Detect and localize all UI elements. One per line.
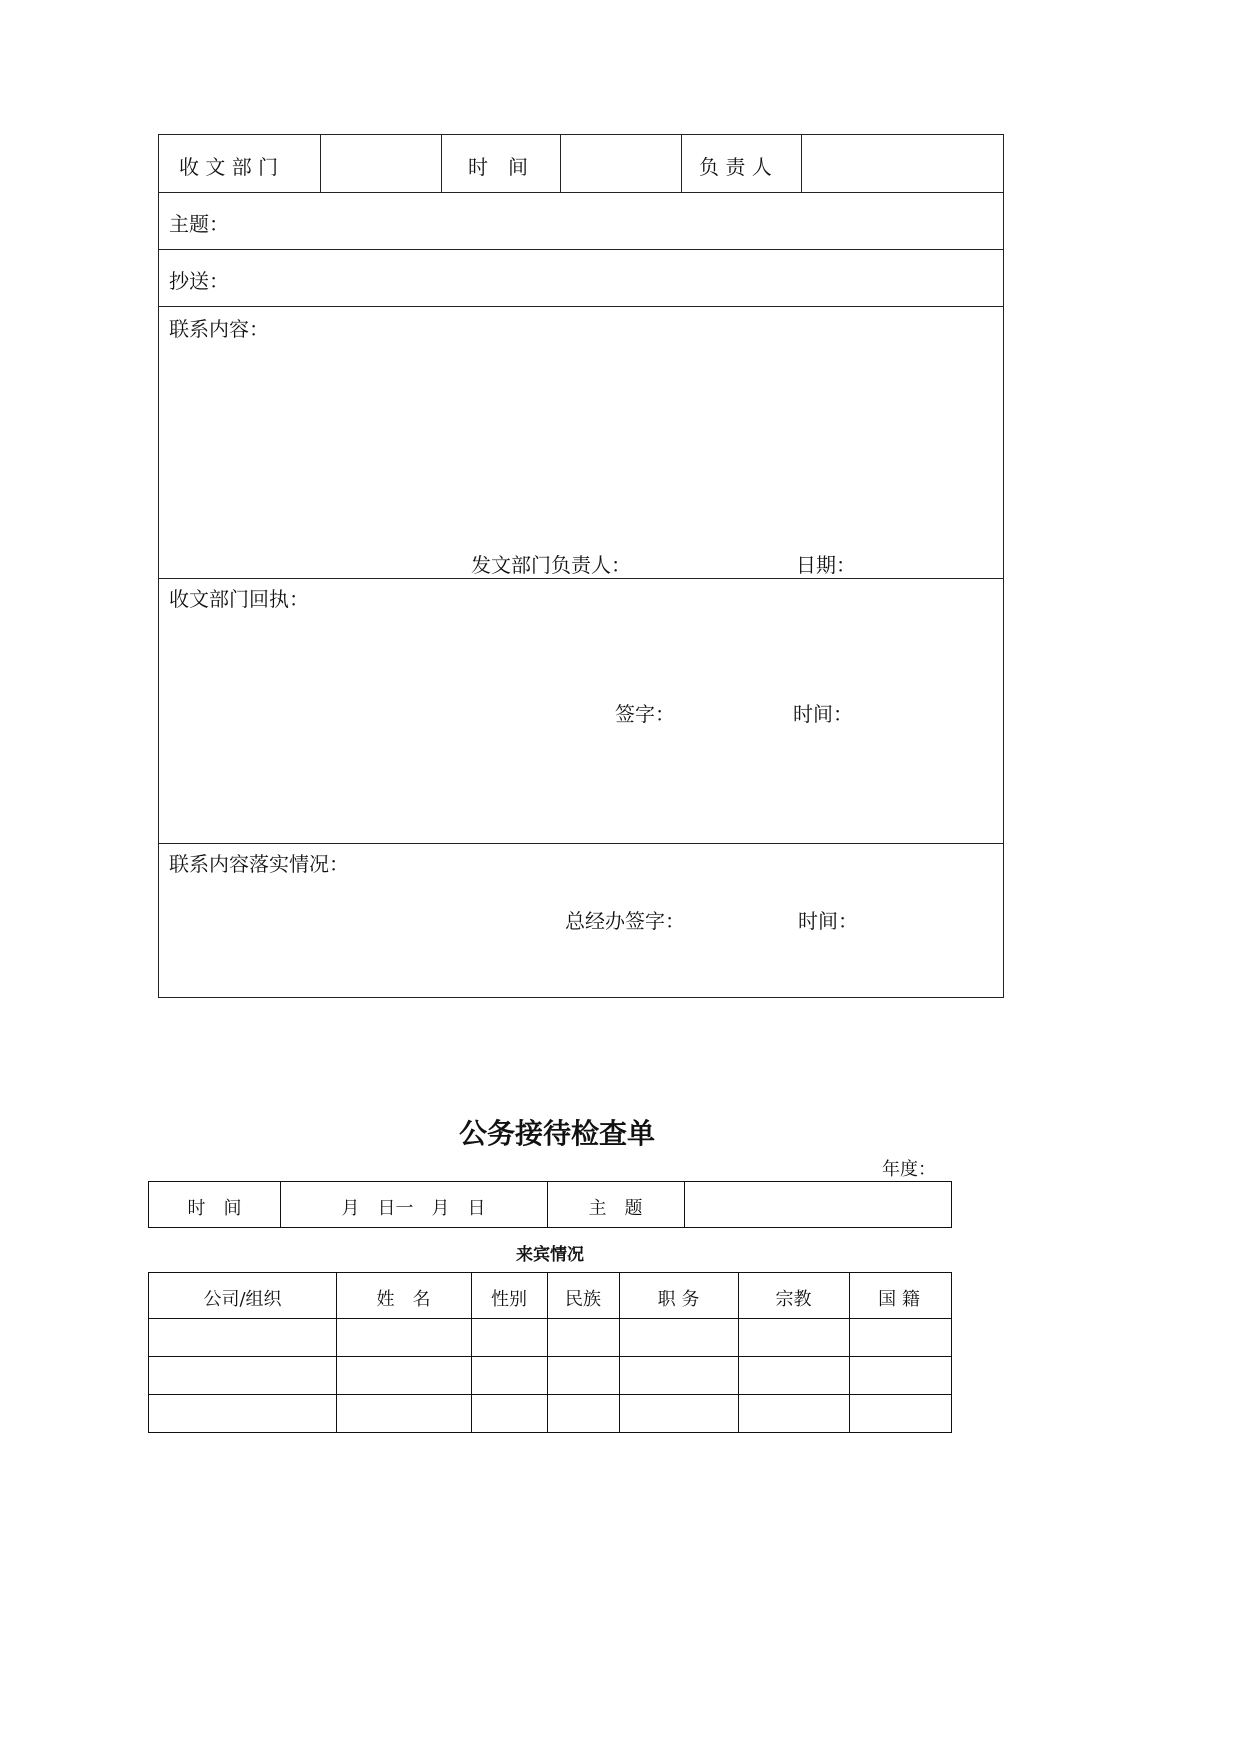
table-row[interactable] <box>149 1319 951 1356</box>
cc-label: 抄送： <box>169 269 229 293</box>
guest-table <box>148 1272 952 1433</box>
header-row <box>159 135 1003 193</box>
owner-field[interactable] <box>804 137 999 189</box>
office-time-label: 时间： <box>798 909 858 933</box>
col-name: 姓 名 <box>376 1289 431 1310</box>
col-religion: 宗教 <box>775 1289 812 1310</box>
checklist-time-label: 时 间 <box>187 1198 242 1219</box>
sender-sign-label: 发文部门负责人： <box>471 553 631 577</box>
sign-label: 签字： <box>615 702 675 726</box>
cc-row[interactable] <box>159 250 1003 307</box>
checklist-subject-label: 主 题 <box>588 1198 643 1219</box>
checklist-title: 公务接待检查单 <box>458 1117 655 1150</box>
receiving-dept-label: 收 文 部 门 <box>179 155 279 179</box>
col-position: 职 务 <box>657 1289 700 1310</box>
col-ethnicity: 民族 <box>565 1289 601 1310</box>
office-sign-label: 总经办签字： <box>565 909 685 933</box>
date-range-field[interactable]: 月 日一 月 日 <box>341 1198 486 1219</box>
year-label: 年度： <box>882 1159 936 1180</box>
contact-form <box>158 134 1004 998</box>
guest-section-title: 来宾情况 <box>516 1245 584 1265</box>
table-row[interactable] <box>149 1357 951 1394</box>
subject-row[interactable] <box>159 193 1003 250</box>
content-label: 联系内容： <box>169 317 269 341</box>
receipt-label: 收文部门回执： <box>169 587 309 611</box>
date-label: 日期： <box>796 553 856 577</box>
receiving-dept-field[interactable] <box>322 137 439 189</box>
implementation-label: 联系内容落实情况： <box>169 852 349 876</box>
table-row[interactable] <box>149 1395 951 1432</box>
receipt-time-label: 时间： <box>793 702 853 726</box>
col-company: 公司/组织 <box>203 1289 282 1310</box>
time-subject-table <box>148 1181 952 1228</box>
time-field[interactable] <box>563 137 679 189</box>
owner-label: 负 责 人 <box>699 155 772 179</box>
checklist-subject-field[interactable] <box>686 1184 948 1224</box>
time-label: 时 间 <box>468 155 528 179</box>
subject-label: 主题： <box>169 212 229 236</box>
receipt-row[interactable] <box>159 579 1003 844</box>
content-row[interactable] <box>159 307 1003 579</box>
implementation-row[interactable] <box>159 844 1003 997</box>
col-gender: 性别 <box>491 1289 527 1310</box>
col-nationality: 国 籍 <box>878 1289 920 1310</box>
